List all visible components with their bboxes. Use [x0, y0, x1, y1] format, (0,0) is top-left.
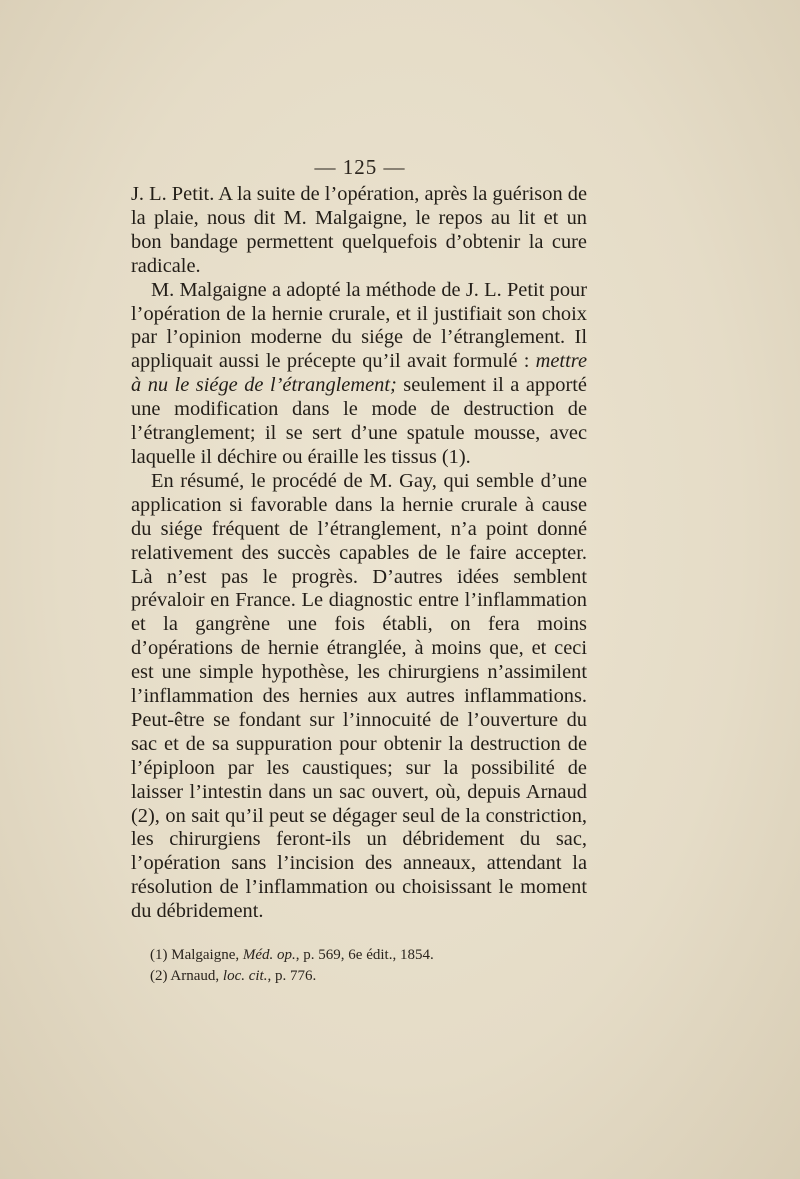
text-span: (2) Arnaud,	[150, 968, 223, 984]
footnote-2	[150, 966, 590, 987]
main-text	[131, 183, 587, 924]
text-span: En résumé, le procédé de M. Gay, qui semble d’une application si favorable dans la hernie crurale à cause du siége fréquent de l’étranglement, n’a point donné relativement des succès capables de le faire accepter. Là n’est pas le progrès. D’autres idées semblent prévaloir en France. Le diagnostic entre l’inflammation et la gangrène une fois établi, on fera moins d’opérations de hernie étranglée, à moins que, et ceci est une simple hypothèse, les chirurgiens n’assimilent l’inflammation des hernies aux autres inflammations. Peut-être se fondant sur l’innocuité de l’ouverture du sac et de sa suppuration pour obtenir la destruction de l’épiploon par les caustiques; sur la possibilité de laisser l’intestin dans un sac ouvert, où, depuis Arnaud (2), on sait qu’il peut se dégager seul de la constriction, les chirurgiens feront-ils un débridement du sac, l’opération sans l’incision des anneaux, attendant la résolution de l’inflammation ou choisissant le moment du débridement.	[131, 469, 587, 923]
text-span: seulement il a apporté une modification dans le mode de destruction de l’étranglement; il se sert d’une spatule mousse, avec laquelle il déchire ou éraille les tissus (1).	[131, 374, 587, 468]
paragraph-1	[131, 183, 587, 279]
text-span: M. Malgaigne a adopté la méthode de J. L. Petit pour l’opération de la hernie crurale, et il justifiait son choix par l’opinion moderne du siége de l’étranglement. Il appliquait aussi le précepte qu’il avait formulé :	[131, 278, 587, 373]
italic-span: Méd. op.	[242, 947, 296, 963]
page-number: — 125 —	[314, 155, 406, 179]
paragraph-3	[131, 470, 587, 924]
footnotes	[150, 945, 590, 987]
text-span: , p. 569, 6e édit., 1854.	[295, 947, 434, 963]
text-span: , p. 776.	[267, 968, 317, 984]
footnote-1	[150, 945, 590, 966]
italic-span: mettre à nu le siége de l’étranglement;	[131, 350, 587, 397]
text-span: J. L. Petit. A la suite de l’opération, après la guérison de la plaie, nous dit M. Malgaigne, le repos au lit et un bon bandage permettent quelquefois d’obtenir la cure radicale.	[131, 183, 587, 277]
text-span: (1) Malgaigne,	[150, 947, 243, 963]
paragraph-2	[131, 279, 587, 470]
italic-span: loc. cit.	[222, 968, 268, 984]
